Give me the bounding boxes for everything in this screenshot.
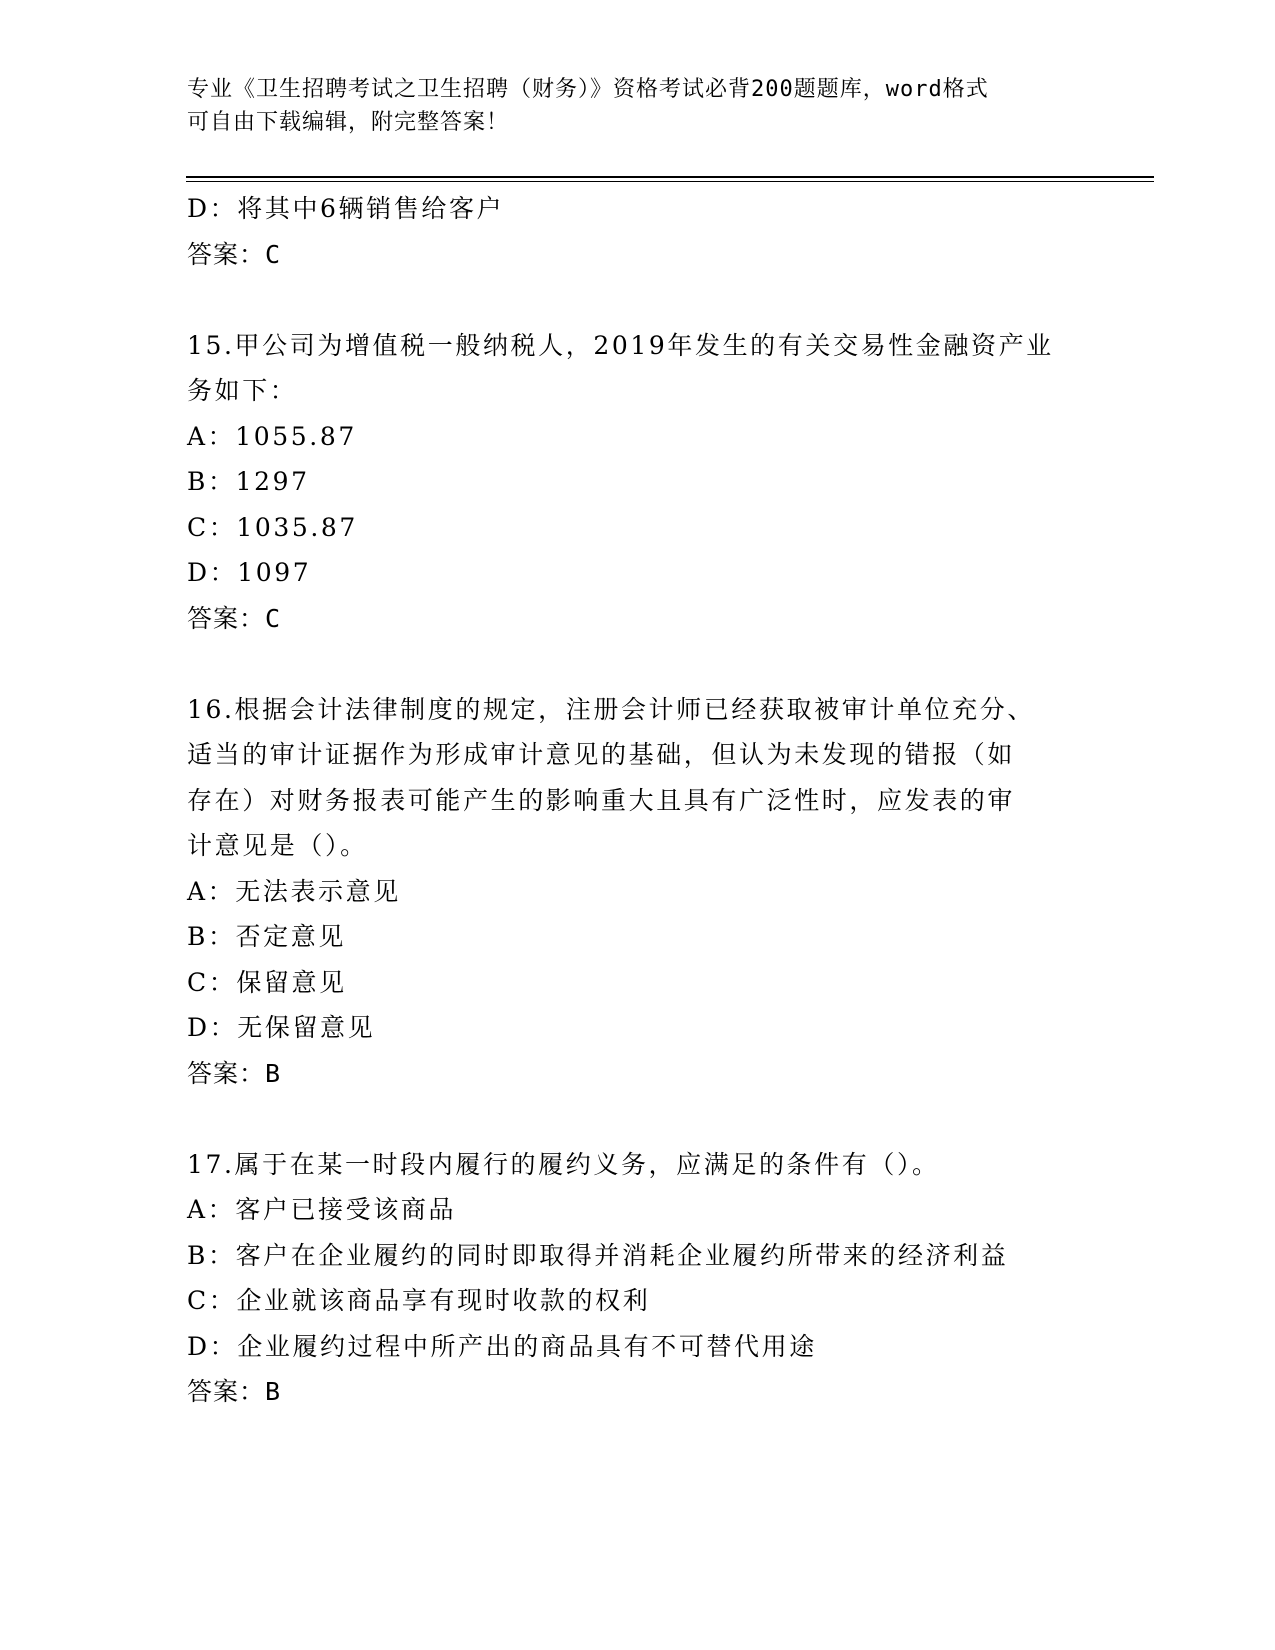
question-stem-line: 务如下： [187,376,298,405]
option-b: B：客户在企业履约的同时即取得并消耗企业履约所带来的经济利益 [187,1240,1009,1270]
option-d: D：企业履约过程中所产出的商品具有不可替代用途 [187,1331,817,1361]
answer-line: 答案：C [187,239,282,269]
header-divider-thin [186,181,1154,182]
header-divider [186,176,1154,182]
option-b: B：否定意见 [187,922,346,951]
question-stem-line: 计意见是（）。 [187,831,368,860]
header-divider-thick [186,176,1154,178]
answer-line: 答案：B [187,1058,282,1088]
question-17 [187,1142,1087,1415]
question-stem-line: 存在）对财务报表可能产生的影响重大且具有广泛性时，应发表的审 [187,785,1016,815]
header-title-line-2: 可自由下载编辑，附完整答案！ [187,110,510,135]
option-d: D：无保留意见 [187,1013,376,1042]
option-b: B：1297 [187,467,310,496]
option-a: A：客户已接受该商品 [187,1195,457,1224]
answer-line: 答案：B [187,1377,282,1406]
question-stem-line: 17.属于在某一时段内履行的履约义务，应满足的条件有（）。 [187,1149,940,1179]
document-header [187,73,1067,139]
option-a: A：1055.87 [187,421,357,451]
question-16 [187,687,1087,1097]
question-stem-line: 16.根据会计法律制度的规定，注册会计师已经获取被审计单位充分、 [187,694,1035,724]
option-c: C：企业就该商品享有现时收款的权利 [187,1286,651,1315]
option-c: C：1035.87 [187,512,358,542]
option-c: C：保留意见 [187,967,347,997]
option-d: D：将其中6辆销售给客户 [187,194,505,223]
question-stem-line: 15.甲公司为增值税一般纳税人，2019年发生的有关交易性金融资产业 [187,330,1054,360]
option-d: D：1097 [187,558,312,587]
answer-line: 答案：C [187,603,282,633]
question-15 [187,323,1087,642]
document-body [187,186,1087,1415]
question-stem-line: 适当的审计证据作为形成审计意见的基础，但认为未发现的错报（如 [187,740,1016,769]
option-a: A：无法表示意见 [187,876,401,906]
header-title-line-1: 专业《卫生招聘考试之卫生招聘（财务）》资格考试必背200题题库，word格式 [187,77,989,102]
question-14-tail [187,186,1087,277]
